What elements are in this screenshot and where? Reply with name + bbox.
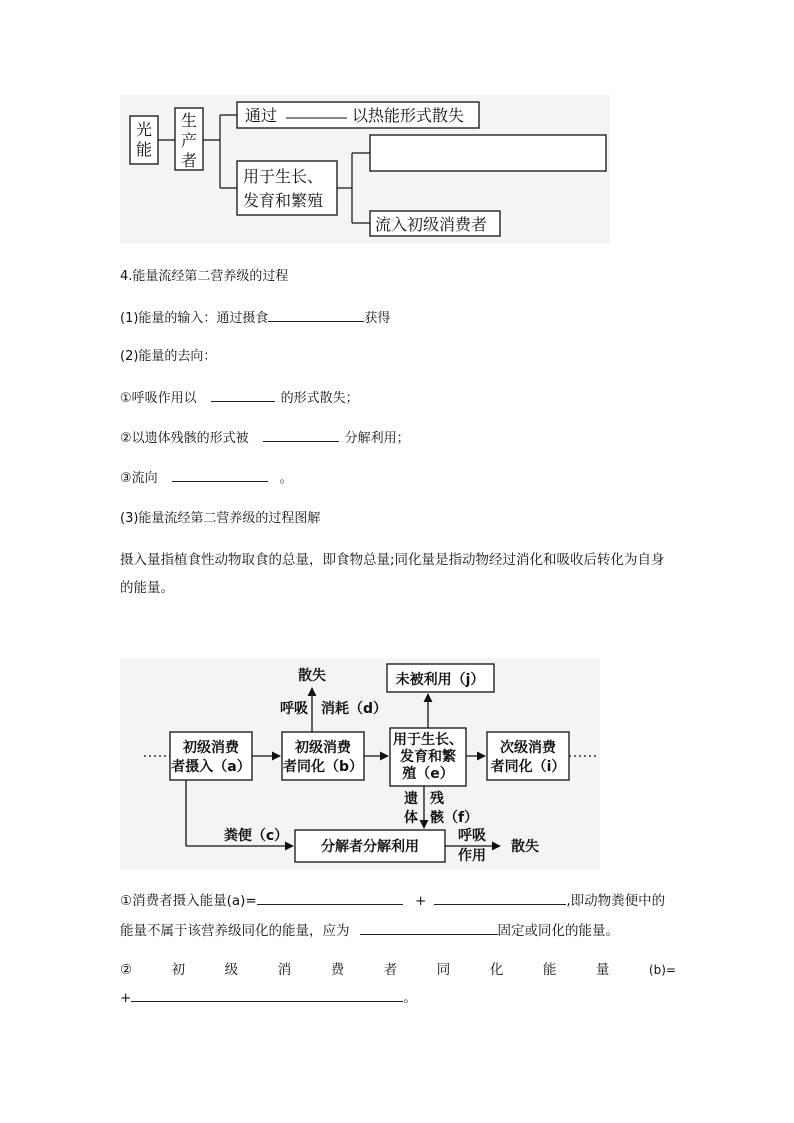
q1-blank[interactable] [268, 309, 364, 322]
growth-label-2: 发育和繁殖 [243, 191, 324, 210]
secondary-label-1: 次级消费 [500, 740, 556, 756]
q2-line2 [120, 984, 676, 1012]
blank-answer-box [370, 135, 606, 171]
assim-label-2: 者同化（b） [282, 759, 364, 775]
growth-label-2: 发育和繁 [400, 749, 456, 765]
definition-paragraph: 摄入量指植食性动物取食的总量，即食物总量;同化量是指动物经过消化和吸收后转化为自身的能量。 [120, 552, 665, 596]
q2-char: 级 [224, 962, 239, 978]
q2-2-suffix: 分解利用； [344, 431, 410, 446]
q2-char: 费 [330, 962, 345, 978]
feces-label: 粪便（c） [223, 828, 289, 844]
q1-plus: + [415, 893, 427, 909]
consumption-label: 消耗（d） [320, 701, 388, 717]
lost-bottom-label: 散失 [511, 839, 539, 855]
q1-blank-1[interactable] [257, 892, 403, 905]
q2-char: 能 [542, 962, 557, 978]
question-2 [120, 956, 676, 1012]
q2-1-line [120, 389, 359, 407]
q2-char: 者 [383, 962, 398, 978]
growth-label-1: 用于生长、 [243, 167, 324, 186]
q2-3-blank[interactable] [172, 469, 268, 482]
q2-2-blank[interactable] [263, 429, 339, 442]
heat-prefix: 通过 [245, 106, 278, 125]
q2-char: ② [120, 962, 133, 978]
q2-char: 化 [489, 962, 504, 978]
producer-label-3: 者 [180, 151, 198, 170]
q2-char: 同 [436, 962, 451, 978]
remains-right-1: 残 [430, 791, 444, 807]
intake-label-1: 初级消费 [183, 740, 239, 756]
q2-char: 消 [277, 962, 292, 978]
remains-left-2: 体 [404, 810, 418, 826]
q2-char: (b)= [648, 963, 676, 977]
q2-3-line [120, 469, 293, 487]
q2-line2-suffix: 。 [403, 990, 417, 1006]
respiration-label: 呼吸 [280, 701, 308, 717]
q1-blank-3[interactable] [360, 922, 498, 935]
q3-title: (3)能量流经第二营养级的过程图解 [120, 511, 321, 526]
light-label-2: 能 [135, 140, 153, 159]
producer-energy-diagram [120, 95, 610, 243]
to-primary-label: 流入初级消费者 [375, 215, 488, 234]
q2-3-suffix: 。 [279, 471, 293, 486]
decomposer-label: 分解者分解利用 [321, 839, 419, 855]
q2-1-prefix: ①呼吸作用以 [120, 391, 197, 406]
q1-line2-prefix: 能量不属于该营养级同化的能量，应为 [120, 923, 350, 939]
q2-char: 初 [171, 962, 186, 978]
q2-line2-prefix: + [120, 990, 132, 1006]
resp-bottom-1: 呼吸 [458, 828, 486, 844]
q1-blank-2[interactable] [434, 892, 566, 905]
q1-suffix: 获得 [364, 311, 391, 326]
intake-label-2: 者摄入（a） [171, 759, 251, 775]
q2-2-prefix: ②以遗体残骸的形式被 [120, 431, 249, 446]
second-trophic-level-diagram [120, 658, 600, 870]
producer-label-1: 生 [180, 111, 198, 130]
q1-mid: ,即动物粪便中的 [566, 893, 666, 909]
q2-1-suffix: 的形式散失； [280, 391, 359, 406]
heat-suffix: 以热能形式散失 [352, 106, 465, 125]
q2-blank[interactable] [131, 989, 403, 1002]
light-label-1: 光 [135, 120, 153, 139]
q2-1-blank[interactable] [211, 389, 275, 402]
resp-bottom-2: 作用 [458, 848, 486, 864]
q2-2-line [120, 429, 410, 447]
remains-left-1: 遗 [404, 791, 418, 807]
q1-prefix: ①消费者摄入能量(a)= [120, 893, 257, 909]
q2-spread-line [120, 956, 676, 984]
producer-label-2: 产 [180, 131, 198, 150]
unused-label: 未被利用（j） [395, 672, 485, 688]
q2-char: 量 [595, 962, 610, 978]
remains-right-2: 骸（f） [430, 810, 479, 826]
q1-line [120, 309, 390, 327]
q1-prefix: (1)能量的输入：通过摄食 [120, 311, 269, 326]
lost-top-label: 散失 [298, 668, 326, 684]
section-title: 4.能量流经第二营养级的过程 [120, 269, 289, 284]
growth-label-1: 用于生长、 [393, 732, 463, 748]
growth-label-3: 殖（e） [402, 766, 454, 782]
q2-title: (2)能量的去向： [120, 349, 217, 364]
assim-label-1: 初级消费 [295, 740, 351, 756]
q2-3-prefix: ③流向 [120, 471, 158, 486]
q1-line2-suffix: 固定或同化的能量。 [497, 923, 619, 939]
question-1 [120, 886, 676, 946]
secondary-label-2: 者同化（i） [490, 759, 566, 775]
